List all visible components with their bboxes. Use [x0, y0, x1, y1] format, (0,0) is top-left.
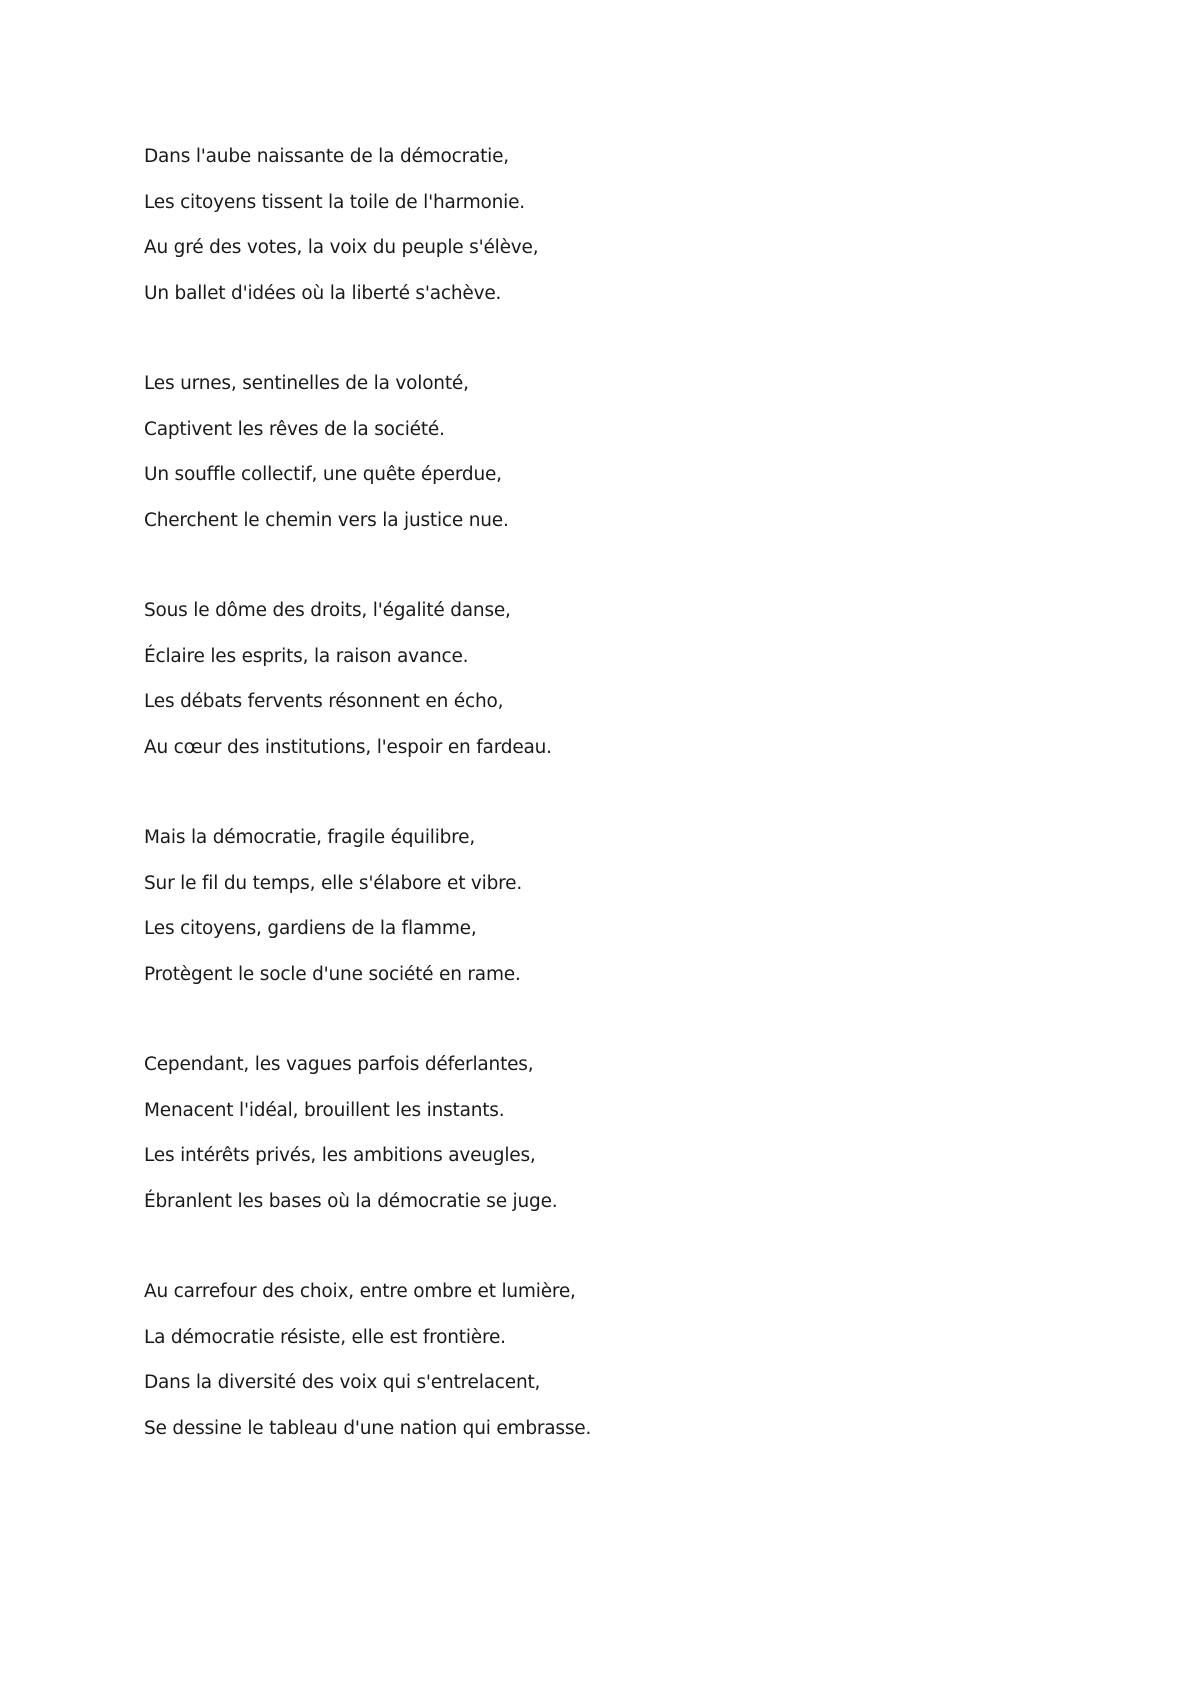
poem-line: Les débats fervents résonnent en écho, [144, 691, 504, 712]
stanza-3 [144, 599, 1044, 781]
poem-line: Sous le dôme des droits, l'égalité danse, [144, 600, 511, 621]
poem-line: Un ballet d'idées où la liberté s'achève. [144, 282, 502, 304]
poem-line: Dans l'aube naissante de la démocratie, [144, 146, 509, 167]
poem-line: La démocratie résiste, elle est frontière. [144, 1326, 506, 1348]
poem-line: Cependant, les vagues parfois déferlantes, [144, 1054, 534, 1075]
poem-line: Sur le fil du temps, elle s'élabore et vibre. [144, 872, 523, 894]
stanza-4 [144, 826, 1044, 1008]
stanza-1 [144, 145, 1044, 327]
poem-line: Les citoyens tissent la toile de l'harmonie. [144, 191, 525, 213]
poem-line: Les citoyens, gardiens de la flamme, [144, 918, 477, 939]
poem-line: Captivent les rêves de la société. [144, 418, 445, 440]
poem-line: Mais la démocratie, fragile équilibre, [144, 827, 476, 848]
poem-line: Un souffle collectif, une quête éperdue, [144, 464, 502, 485]
poem-line: Au cœur des institutions, l'espoir en fardeau. [144, 736, 552, 758]
poem-line: Les intérêts privés, les ambitions aveugles, [144, 1145, 536, 1166]
poem-line: Cherchent le chemin vers la justice nue. [144, 509, 509, 531]
poem-line: Dans la diversité des voix qui s'entrelacent, [144, 1372, 541, 1393]
poem-line: Protègent le socle d'une société en rame. [144, 963, 521, 985]
poem-line: Au gré des votes, la voix du peuple s'élève, [144, 237, 539, 258]
poem-line: Menacent l'idéal, brouillent les instants. [144, 1099, 505, 1121]
poem-line: Se dessine le tableau d'une nation qui embrasse. [144, 1417, 592, 1439]
poem-line: Les urnes, sentinelles de la volonté, [144, 373, 469, 394]
stanza-5 [144, 1053, 1044, 1235]
poem-line: Au carrefour des choix, entre ombre et lumière, [144, 1281, 576, 1302]
poem-line: Ébranlent les bases où la démocratie se juge. [144, 1190, 558, 1212]
stanza-2 [144, 372, 1044, 554]
poem-line: Éclaire les esprits, la raison avance. [144, 645, 469, 667]
stanza-6 [144, 1280, 1044, 1462]
poem [144, 145, 1044, 1507]
